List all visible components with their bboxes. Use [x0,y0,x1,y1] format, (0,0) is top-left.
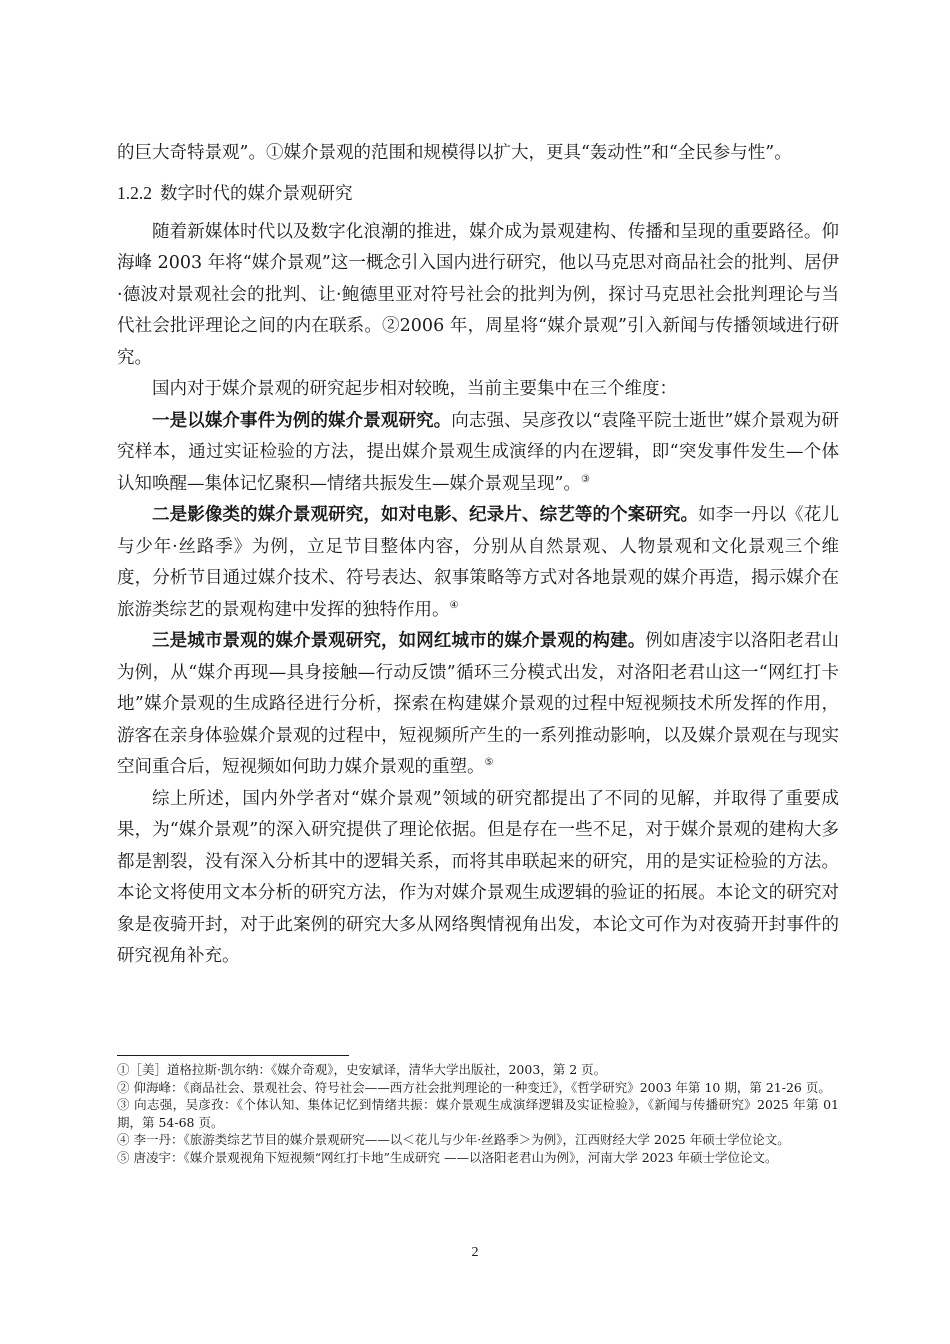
footnote-marker-5[interactable]: ⑤ [484,757,494,769]
footnote-2: ② 仰海峰：《商品社会、景观社会、符号社会——西方社会批判理论的一种变迁》，《哲学研究》2003 年第 10 期，第 21-26 页。 [117,1079,831,1095]
dimension-one-text: 向志强、吴彦孜以“袁隆平院士逝世”媒介景观为研究样本，通过实证检验的方法，提出媒介景观生成演绎的内在逻辑，即“突发事件发生—个体认知唤醒—集体记忆聚积—情绪共振发生—媒介景观呈现”。 [117,410,839,494]
section-heading [117,173,839,214]
dimension-three-heading: 三是城市景观的媒介景观研究，如网红城市的媒介景观的构建。 [152,631,646,651]
footnote-5: ⑤ 唐凌宇：《媒介景观视角下短视频“网红打卡地”生成研究 ——以洛阳老君山为例》，河南大学 2023 年硕士学位论文。 [117,1149,778,1165]
footnotes [117,1061,839,1166]
section-number: 1.2.2 [117,182,152,203]
footnote-4: ④ 李一丹：《旅游类综艺节目的媒介景观研究——以＜花儿与少年·丝路季＞为例》，江西财经大学 2025 年硕士学位论文。 [117,1132,790,1147]
footnote-divider [117,1055,349,1056]
section-title: 数字时代的媒介景观研究 [160,183,353,204]
paragraph-summary: 综上所述，国内外学者对“媒介景观”领域的研究都提出了不同的见解，并取得了重要成果，为“媒介景观”的深入研究提供了理论依据。但是存在一些不足，对于媒介景观的建构大多都是割裂，没有深入分析其中的逻辑关系，而将其串联起来的研究，用的是实证检验的方法。本论文将使用文本分析的研究方法，作为对媒介景观生成逻辑的验证的拓展。本论文的研究对象是夜骑开封，对于此案例的研究大多从网络舆情视角出发，本论文可作为对夜骑开封事件的研究视角补充。 [117,788,839,966]
footnote-marker-4[interactable]: ④ [449,599,459,611]
paragraph-dimension-one [117,406,839,501]
dimension-two-text: 如李一丹以《花儿与少年·丝路季》为例，立足节目整体内容，分别从自然景观、人物景观和文化景观三个维度，分析节目通过媒介技术、符号表达、叙事策略等方式对各地景观的媒介再造，揭示媒介在旅游类综艺的景观构建中发挥的独特作用。 [117,505,840,620]
paragraph-dimension-two [117,500,839,626]
footnote-3: ③ 向志强，吴彦孜：《个体认知、集体记忆到情绪共振：媒介景观生成演绎逻辑及实证检验》，《新闻与传播研究》2025 年第 01 期，第 54-68 页。 [117,1097,839,1130]
body-text [117,138,839,973]
paragraph-digital-era: 随着新媒体时代以及数字化浪潮的推进，媒介成为景观建构、传播和呈现的重要路径。仰海峰 2003 年将“媒介景观”这一概念引入国内进行研究，他以马克思对商品社会的批判、居伊·德波对景观社会的批判、让·鲍德里亚对符号社会的批判为例，探讨马克思社会批判理论与当代社会批评理论之间的内在联系。②2006 年，周星将“媒介景观”引入新闻与传播领域进行研究。 [117,221,839,368]
paragraph-continuation: 的巨大奇特景观”。①媒介景观的范围和规模得以扩大，更具“轰动性”和“全民参与性”。 [117,143,792,163]
paragraph-dimension-three [117,626,839,784]
page-number: 2 [471,1245,479,1260]
paragraph-three-dimensions: 国内对于媒介景观的研究起步相对较晚，当前主要集中在三个维度： [152,379,677,399]
footnote-1: ①［美］道格拉斯·凯尔纳：《媒介奇观》，史安斌译，清华大学出版社，2003，第 2 页。 [117,1062,607,1077]
dimension-two-heading: 二是影像类的媒介景观研究，如对电影、纪录片、综艺等的个案研究。 [152,505,699,525]
dimension-three-text: 例如唐凌宇以洛阳老君山为例，从“媒介再现—具身接触—行动反馈”循环三分模式出发，对洛阳老君山这一“网红打卡地”媒介景观的生成路径进行分析，探索在构建媒介景观的过程中短视频技术所发挥的作用，游客在亲身体验媒介景观的过程中，短视频所产生的一系列推动影响，以及媒介景观在与现实空间重合后，短视频如何助力媒介景观的重塑。 [117,631,840,777]
footnote-marker-3[interactable]: ③ [580,473,590,485]
dimension-one-heading: 一是以媒介事件为例的媒介景观研究。 [152,410,452,431]
